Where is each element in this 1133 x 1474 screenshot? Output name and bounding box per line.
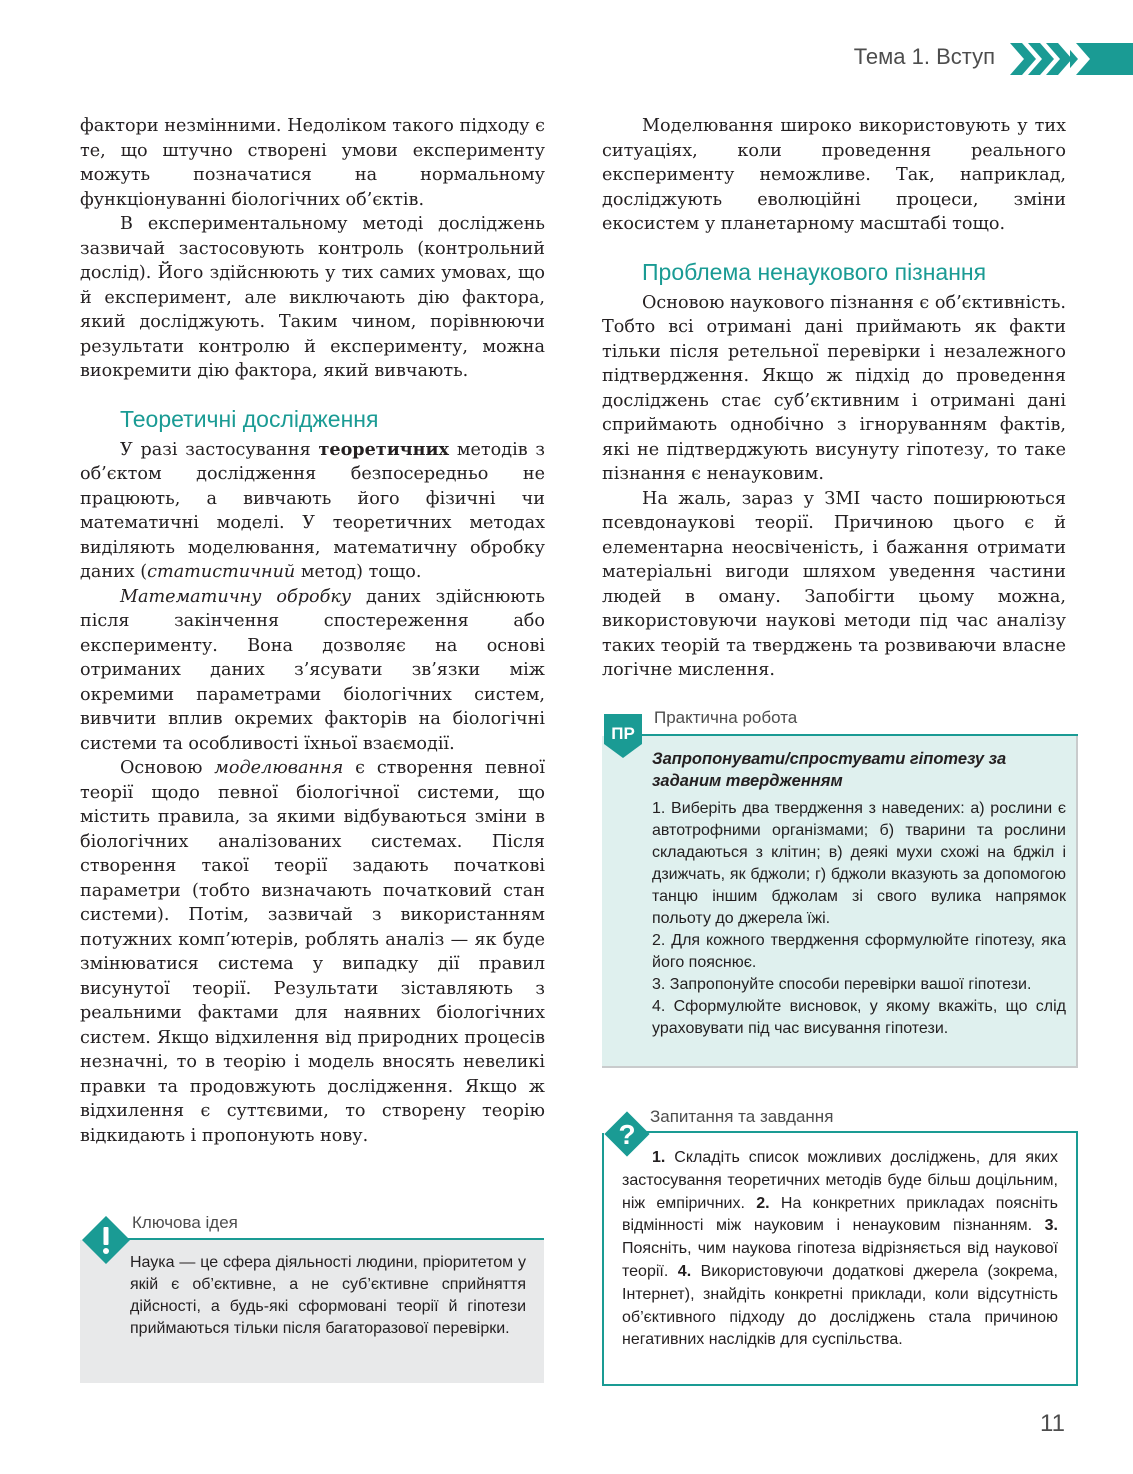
divider — [632, 734, 1078, 736]
questions-title: Запитання та завдання — [650, 1107, 834, 1126]
left-column — [80, 114, 545, 1148]
paragraph: Основою моделювання є створення певної теорії щодо певної біологічної системи, що містить правила, за якими відбуваються зміни в біологічних аналізованих системах. Після створення такої теорії задають початкові параметри (тобто визначають початковий стан системи). Потім, зазвичай з використанням потужних комп’ютерів, роблять аналіз — як буде змінюватися система у випадку дії правил висунутої теорії. Результати зіставляють з реальними фактами для наявних біологічних систем. Якщо відхилення від природних процесів незначні, то в теорію і модель вносять невеликі правки та продовжують дослідження. Якщо ж відхилення є суттєвими, то створену теорію відкидають і пропонують нову. — [80, 758, 545, 1146]
list-item: 1. Виберіть два твердження з наведених: а) рослини є автотрофними організмами; б) тварини та рослини складаються з клітин; в) деякі мухи схожі на бджіл і дзижчать, як бджоли; г) бджоли вказують за допомогою танцю іншим бджолам зі свого вулика напрямок польоту до джерела їжі. — [652, 800, 1066, 927]
key-idea-box — [80, 1210, 544, 1383]
question-mark-icon — [604, 1111, 650, 1157]
paragraph: Математичну обробку даних здійснюють після закінчення спостереження або експерименту. Вона дозволяє на основі отриманих даних з’ясувати зв’язки між окремими параметрами біологічних систем, вивчити вплив окремих факторів на біологічні системи та особливості їхньої взаємодії. — [80, 586, 545, 754]
practical-icon-label: ПР — [611, 724, 635, 743]
questions-frame — [602, 1133, 1078, 1386]
questions-text: 1. Складіть список можливих досліджень, для яких застосування теоретичних методів буде більш доцільним, ніж емпіричних. 2. На конкретних прикладах поясніть відмінності між науковим і ненауковим пізнанням. 3. Поясніть, чим наукова гіпотеза відрізняється від наукової теорії. 4. Використовуючи додаткові джерела (зокрема, Інтернет), знайдіть конкретні приклади, коли відсутність об’єктивного підходу до досліджень стала причиною негативних наслідків для суспільства. — [622, 1149, 1058, 1349]
list-item: 4. Сформулюйте висновок, у якому вкажіть, що слід ураховувати під час висування гіпотези. — [652, 998, 1066, 1037]
practical-items — [652, 798, 1066, 1040]
paragraph: Моделювання широко використовують у тих ситуаціях, коли проведення реального експерименту неможливе. Так, наприклад, досліджують еволюційні процеси, зміни екосистем у планетарному масштабі тощо. — [602, 116, 1066, 234]
divider — [632, 1131, 1078, 1133]
exclamation-icon — [82, 1216, 130, 1264]
chevron-arrows-icon — [1010, 43, 1133, 75]
questions-box — [602, 1103, 1078, 1386]
practical-title: Практична робота — [654, 708, 798, 727]
right-column — [602, 114, 1066, 683]
paragraph: Основою наукового пізнання є об’єктивність. Тобто всі отримані дані приймають як факти тільки після ретельної перевірки і незалежного підтвердження. Якщо ж підхід до проведення досліджень стає суб’єктивним і отримані дані сприймають однобічно з ігноруванням фактів, які не підтверджують висунуту гіпотезу, то таке пізнання є ненауковим. — [602, 292, 1066, 484]
divider — [110, 1238, 544, 1240]
key-idea-title: Ключова ідея — [132, 1213, 238, 1232]
practical-heading: Запропонувати/спростувати гіпотезу за заданим твердженням — [652, 750, 1007, 790]
practical-body — [602, 736, 1078, 1068]
section-title-nonscientific: Проблема ненаукового пізнання — [642, 258, 987, 285]
list-item: 3. Запропонуйте способи перевірки вашої гіпотези. — [652, 976, 1032, 993]
paragraph: На жаль, зараз у ЗМІ часто поширюються псевдонаукові теорії. Причиною цього є й елементарна неосвіченість, і бажання отримати матеріальні вигоди шляхом уведення частини людей в оману. Запобігти цьому можна, використовуючи наукові методи під час аналізу таких теорій та тверджень та розвиваючи власне логічне мислення. — [602, 488, 1066, 680]
key-idea-body — [80, 1240, 544, 1383]
paragraph: У разі застосування теоретичних методів з об’єктом дослідження безпосередньо не працюють, а вивчають його фізичні чи математичні моделі. У теоретичних методах виділяють моделювання, математичну обробку даних (статистичний метод) тощо. — [80, 438, 545, 582]
list-item: 2. Для кожного твердження сформулюйте гіпотезу, яка його пояснює. — [652, 932, 1066, 971]
paragraph: фактори незмінними. Недоліком такого підходу є те, що штучно створені умови експерименту можуть позначатися на нормальному функціонуванні біологічних об’єктів. — [80, 116, 545, 210]
page-number: 11 — [1040, 1410, 1065, 1437]
question-icon-label: ? — [618, 1119, 636, 1150]
practical-work-icon — [604, 714, 642, 758]
key-idea-text: Наука — це сфера діяльності людини, пріоритетом у якій є об’єктивне, а не суб’єктивне сприйняття дійсності, а будь-які сформовані теорії й гіпотези приймаються тільки після багаторазової перевірки. — [130, 1254, 526, 1337]
paragraph: В експериментальному методі досліджень зазвичай застосовують контроль (контрольний дослід). Його здійснюють у тих самих умовах, що й експеримент, але виключають дію фактора, який досліджують. Таким чином, порівнюючи результати контролю й експерименту, можна виокремити дію фактора, який вивчають. — [80, 214, 545, 381]
practical-work-box — [602, 706, 1078, 1066]
topic-header: Тема 1. Вступ — [853, 44, 995, 69]
section-title-theoretical: Теоретичні дослідження — [120, 405, 379, 432]
